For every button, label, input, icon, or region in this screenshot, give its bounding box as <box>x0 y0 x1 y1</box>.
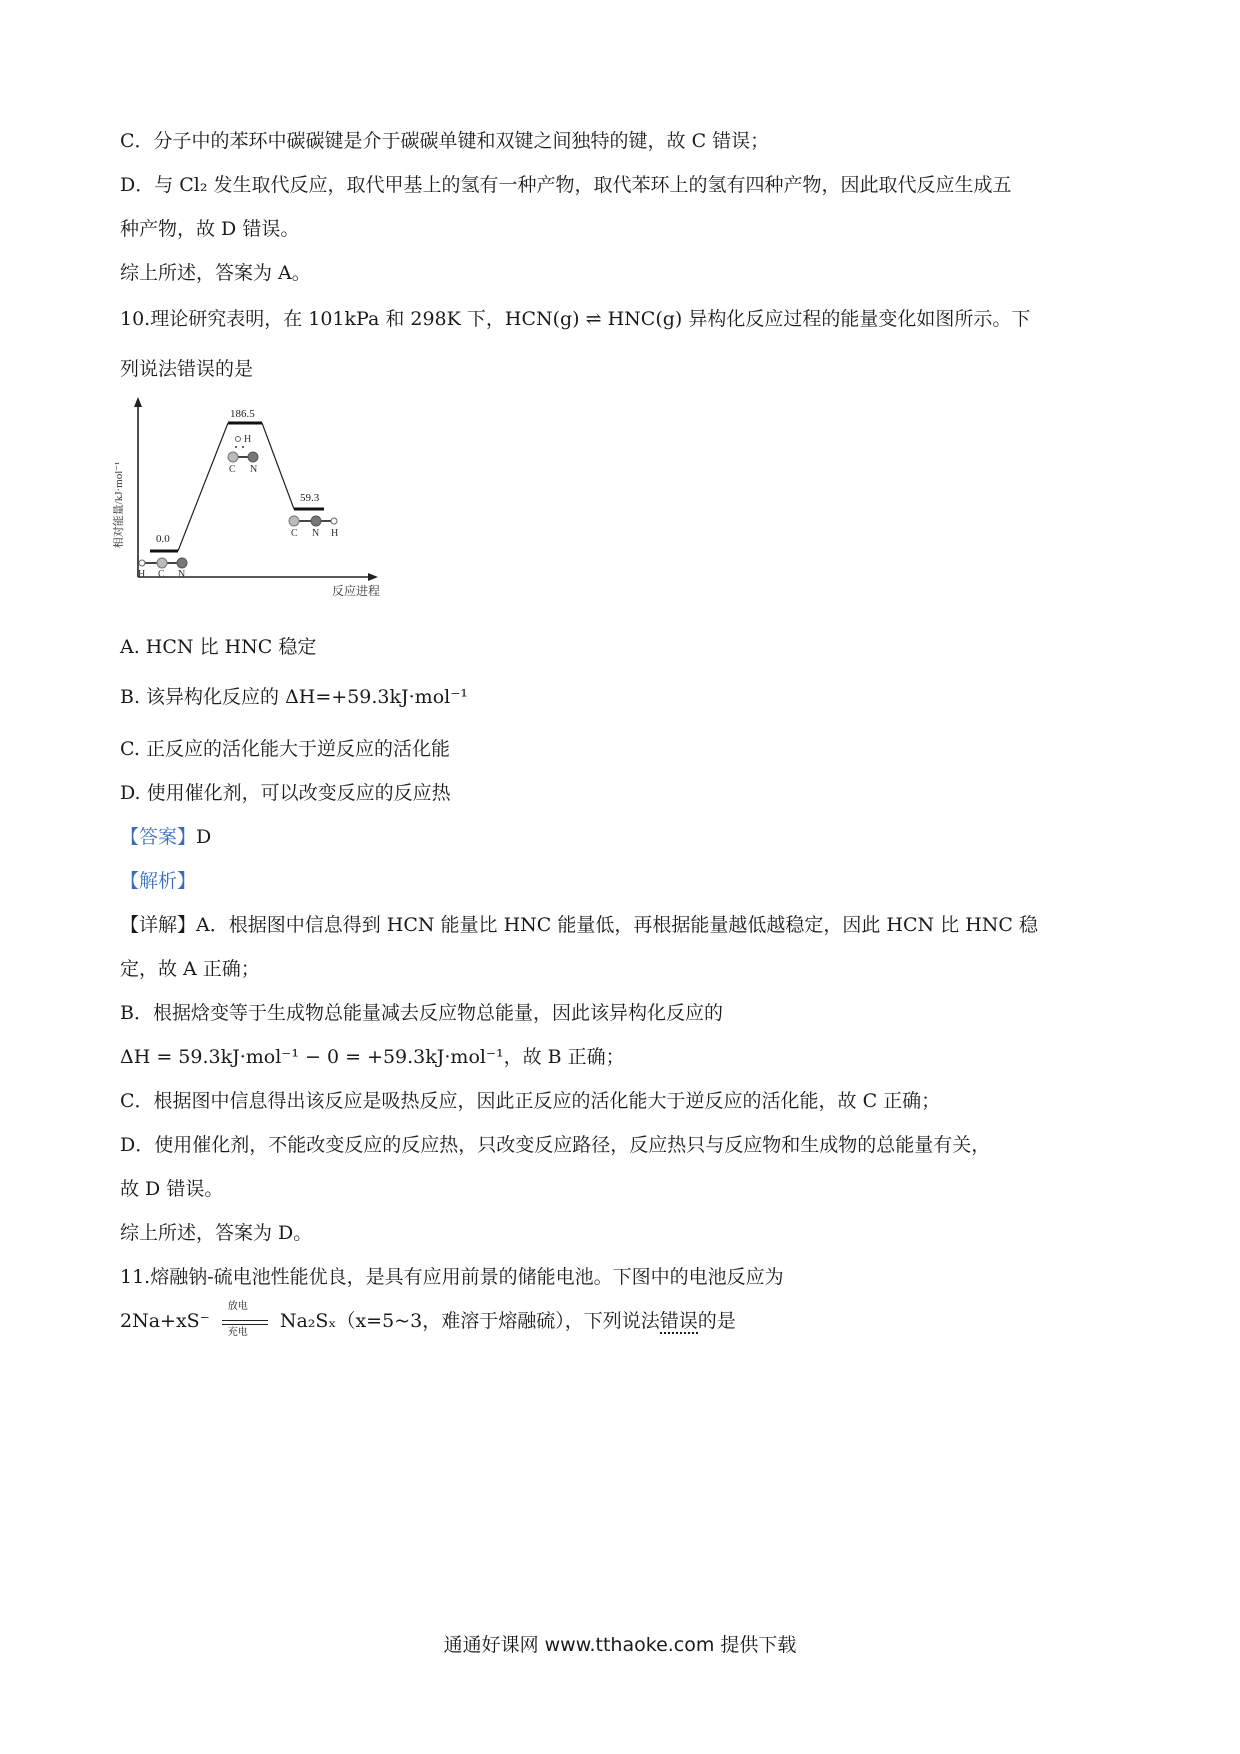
answer-line <box>120 824 211 850</box>
level-value: 186.5 <box>230 408 255 420</box>
option-c: C. 正反应的活化能大于逆反应的活化能 <box>120 738 450 760</box>
delta-h-equation: ΔH = 59.3kJ·mol⁻¹ − 0 = +59.3kJ·mol⁻¹，故 B 正确； <box>120 1046 625 1068</box>
arrow-label-top: 放电 <box>227 1301 248 1312</box>
atom-label: H <box>138 569 146 580</box>
x-axis-arrow <box>368 573 378 581</box>
reaction-left: 2Na+xS⁻ <box>120 1310 210 1332</box>
atom-n <box>311 516 321 526</box>
analysis-label: 【解析】 <box>120 870 197 892</box>
atom-label: C <box>158 569 165 580</box>
atom-h <box>331 518 337 524</box>
y-axis-label: 相对能量/kJ·mol⁻¹ <box>113 461 125 549</box>
emphasis-word: 错误 <box>659 1310 698 1332</box>
atom-label: N <box>178 569 186 580</box>
reaction-right: Na₂Sₓ（x=5~3，难溶于熔融硫），下列说法 <box>279 1310 660 1332</box>
question-10-stem-cont: 列说法错误的是 <box>120 358 254 380</box>
atom-c <box>289 516 299 526</box>
atom-h <box>236 437 241 442</box>
y-axis-arrow <box>134 397 142 407</box>
detail-line: 综上所述，答案为 D。 <box>120 1222 313 1244</box>
option-b: B. 该异构化反应的 ΔH=+59.3kJ·mol⁻¹ <box>120 686 468 708</box>
option-d: D. 使用催化剂，可以改变反应的反应热 <box>120 782 451 804</box>
detail-line: 定，故 A 正确； <box>120 958 260 980</box>
reaction-end: 的是 <box>697 1310 736 1332</box>
question-11-reaction <box>120 1301 736 1338</box>
path-rise <box>178 423 228 551</box>
answer-tag: 【答案】 <box>120 826 197 848</box>
arrow-label-bottom: 充电 <box>227 1327 248 1338</box>
atom-label: C <box>291 528 298 539</box>
atom-label: H <box>244 434 252 445</box>
atom-n <box>248 452 258 462</box>
detail-line: B．根据焓变等于生成物总能量减去反应物总能量，因此该异构化反应的 <box>120 1002 723 1024</box>
level-value: 0.0 <box>156 533 170 545</box>
x-axis-label: 反应进程 <box>332 584 381 598</box>
atom-c <box>157 558 167 568</box>
path-fall <box>262 423 294 509</box>
answer-value: D <box>196 826 212 848</box>
detail-line: 故 D 错误。 <box>120 1178 224 1200</box>
atom-c <box>228 452 238 462</box>
energy-diagram <box>110 395 430 615</box>
atom-h <box>139 560 145 566</box>
atom-label: N <box>312 528 320 539</box>
atom-label: C <box>229 464 236 475</box>
text-line: 综上所述，答案为 A。 <box>120 262 311 284</box>
analysis-tag <box>120 868 196 894</box>
detail-line: C．根据图中信息得出该反应是吸热反应，因此正反应的活化能大于逆反应的活化能，故 C 正确； <box>120 1090 941 1112</box>
option-a: A. HCN 比 HNC 稳定 <box>120 636 317 658</box>
level-value: 59.3 <box>300 492 320 504</box>
atom-label: H <box>331 528 339 539</box>
atom-n <box>177 558 187 568</box>
detail-line: 【详解】A．根据图中信息得到 HCN 能量比 HNC 能量低，再根据能量越低越稳定，因此 HCN 比 HNC 稳 <box>120 914 1038 936</box>
text-line: C．分子中的苯环中碳碳键是介于碳碳单键和双键之间独特的键，故 C 错误； <box>120 130 770 152</box>
atom-label: N <box>250 464 258 475</box>
footer-watermark: 通通好课网 www.tthaoke.com 提供下载 <box>443 1634 797 1656</box>
question-11-stem: 11.熔融钠-硫电池性能优良，是具有应用前景的储能电池。下图中的电池反应为 <box>120 1266 784 1288</box>
text-line: D．与 Cl₂ 发生取代反应，取代甲基上的氢有一种产物，取代苯环上的氢有四种产物，因此取代反应生成五 <box>120 174 1012 196</box>
text-line: 种产物，故 D 错误。 <box>120 218 300 240</box>
detail-line: D．使用催化剂，不能改变反应的反应热，只改变反应路径，反应热只与反应物和生成物的总能量有关， <box>120 1134 991 1156</box>
reversible-arrow <box>222 1301 268 1338</box>
question-10-stem: 10.理论研究表明，在 101kPa 和 298K 下，HCN(g) ⇌ HNC(g) 异构化反应过程的能量变化如图所示。下 <box>120 308 1031 330</box>
